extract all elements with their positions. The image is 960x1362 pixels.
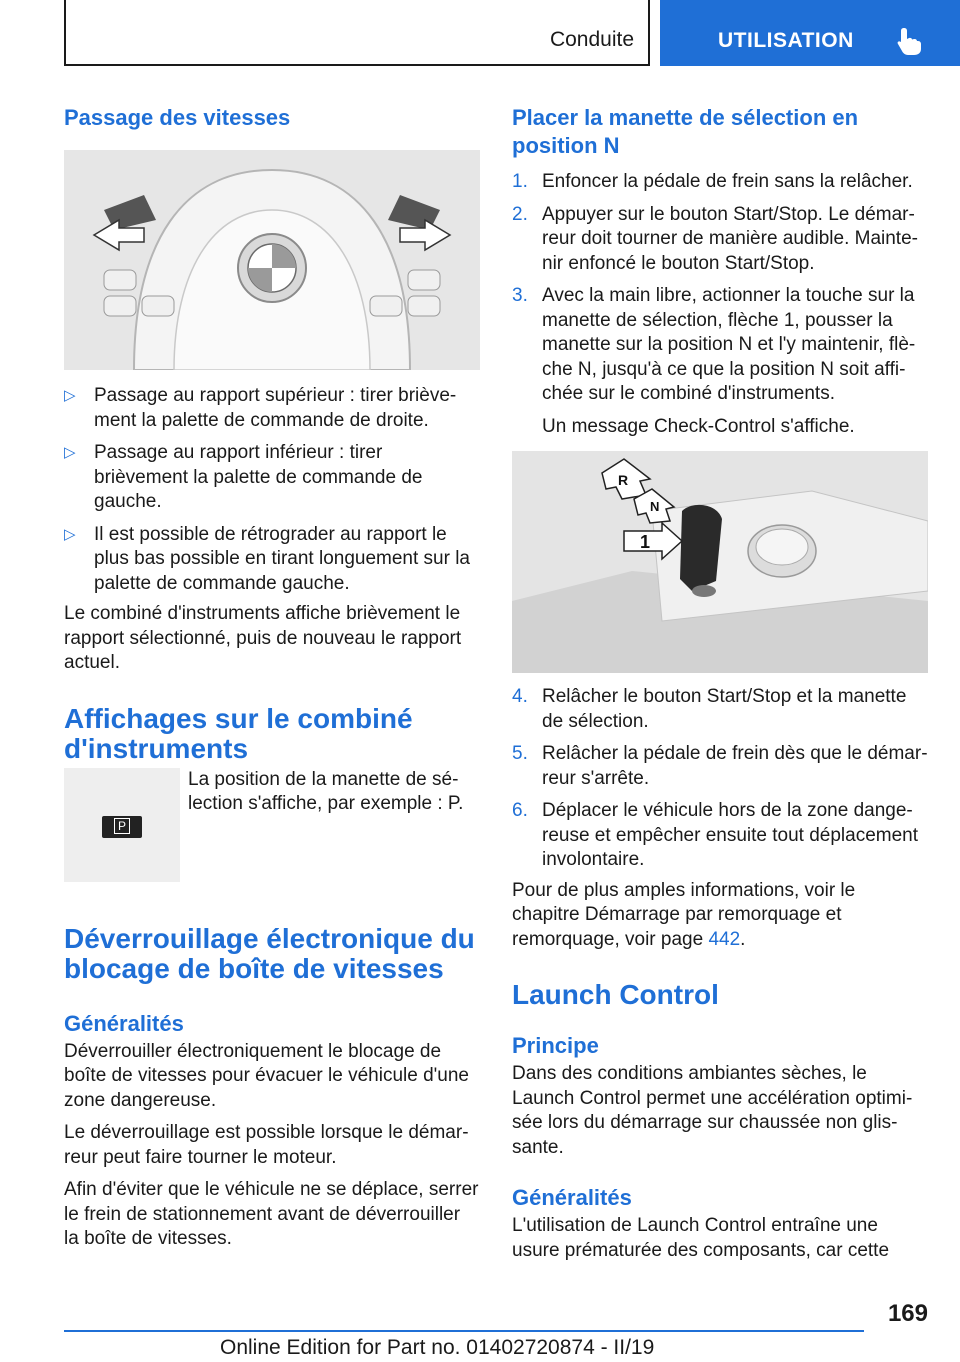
step-number: 5. [512,743,528,764]
gear-shift-bullet-list [64,384,480,596]
page-reference-link[interactable]: 442 [708,928,741,950]
heading-launch-control: Launch Control [512,979,719,1010]
unlock-paragraph-2: Le déverrouillage est possible lorsque le démarreur peut faire tourner le moteur. [64,1122,469,1168]
list-item: 4. Relâcher le bouton Start/Stop et la manette de sélection. [512,686,907,732]
display-description: La position de la manette de sélection s'affiche, par exemple : P. [188,768,464,814]
list-item: ▷ Passage au rapport supérieur : tirer brièvement la palette de commande de droite. [64,385,457,431]
page-number: 169 [887,1300,928,1327]
neutral-steps-list-a [512,170,928,439]
list-item: ▷ Il est possible de rétrograder au rapport le plus bas possible en tirant longuement sur la palette de commande gauche. [64,523,471,594]
gear-indicator-box [102,816,142,838]
list-item: 3. Avec la main libre, actionner la touche sur la manette de sélection, flèche 1, pousser la manette sur la position N et l'y maintenir, flèche N, jusqu'à ce que la position N soit affichée sur le combiné d'instruments. Un message Check-Control s'affiche. [512,284,928,439]
step-number: 3. [512,285,528,306]
arrow-1-label: 1 [640,532,651,552]
step-3-note: Un message Check-Control s'affiche. [542,415,855,437]
steering-wheel-illustration [64,150,480,370]
step-number: 4. [512,686,528,707]
list-item: ▷ Passage au rapport inférieur : tirer brièvement la palette de commande de gauche. [64,442,423,512]
heading-general-2: Généralités [512,1185,632,1210]
header-section-title: Conduite [549,28,634,51]
neutral-steps-list-b [512,685,928,873]
arrow-n-label: N [650,499,660,514]
heading-gear-shifting: Passage des vitesses [64,105,291,130]
gear-shift-note: Le combiné d'instruments affiche brièvement le rapport sélectionné, puis de nouveau le rapport actuel. [64,603,462,673]
left-column [64,100,480,1252]
footer-divider [64,1330,864,1332]
footer-edition: Online Edition for Part no. 01402720874 - II/19 [220,1336,655,1359]
principle-paragraph: Dans des conditions ambiantes sèches, le Launch Control permet une accélération optimisée lors du démarrage sur chaussée non glissante. [512,1063,913,1158]
list-item: 5. Relâcher la pédale de frein dès que le démarreur s'arrête. [512,743,928,789]
unlock-paragraph-1: Déverrouiller électroniquement le blocage de boîte de vitesses pour évacuer le véhicule d'une zone dangereuse. [64,1040,469,1111]
hand-pointer-icon [896,26,922,56]
unlock-paragraph-3: Afin d'éviter que le véhicule ne se déplace, serrer le frein de stationnement avant de déverrouiller la boîte de vitesses. [64,1179,479,1249]
step-number: 1. [512,171,528,192]
triangle-bullet-icon: ▷ [64,387,76,404]
triangle-bullet-icon: ▷ [64,444,76,461]
header-section-box [64,0,650,66]
more-info-paragraph: Pour de plus amples informations, voir le chapitre Démarrage par remorquage et remorquage, voir page 442. [512,879,856,950]
general-2-paragraph: L'utilisation de Launch Control entraîne une usure prématurée des composants, car cette [512,1215,890,1261]
display-section [64,768,480,892]
display-indicator-image [64,768,180,882]
heading-instrument-display: Affichages sur le combiné d'instruments [64,702,413,764]
steering-wheel-drawing [64,150,480,370]
triangle-bullet-icon: ▷ [64,525,76,543]
step-number: 6. [512,800,528,821]
gear-indicator-letter: P [114,818,130,834]
step-number: 2. [512,203,528,225]
header-chapter-label: UTILISATION [718,29,854,52]
heading-principle: Principe [512,1033,599,1058]
header-chapter-tab [660,0,960,66]
selector-lever-drawing [512,451,928,673]
list-item: 1. Enfoncer la pédale de frein sans la relâcher. [512,170,928,195]
heading-electronic-unlock: Déverrouillage électronique du blocage de boîte de vitesses [64,922,475,984]
arrow-r-label: R [618,472,629,488]
selector-lever-illustration [512,451,928,673]
heading-neutral-position: Placer la manette de sélection en position N [512,105,859,158]
heading-general: Généralités [64,1010,184,1036]
list-item: 6. Déplacer le véhicule hors de la zone dangereuse et empêcher ensuite tout déplacement involontaire. [512,800,919,870]
right-column [512,100,928,1263]
list-item: 2. Appuyer sur le bouton Start/Stop. Le démarreur doit tourner de manière audible. Maintenir enfoncé le bouton Start/Stop. [512,203,918,274]
